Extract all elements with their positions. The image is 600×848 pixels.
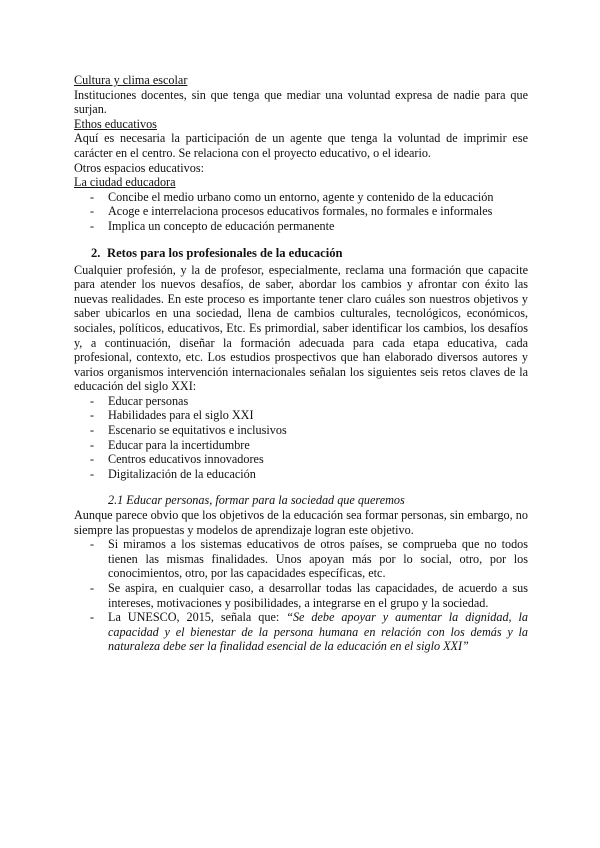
section-heading [91, 246, 528, 261]
list-item: - Acoge e interrelaciona procesos educativos formales, no formales e informales [74, 204, 528, 219]
unesco-quote: “Se debe apoyar y aumentar la dignidad, la capacidad y el bienestar de la persona humana en relación con los demás y la naturaleza debe ser la finalidad esencial de la educación en el siglo XXI” [108, 610, 529, 654]
list-item: - Centros educativos innovadores [74, 452, 528, 467]
section-title: Retos para los profesionales de la educación [107, 245, 343, 260]
list-item: - Concibe el medio urbano como un entorno, agente y contenido de la educación [74, 190, 528, 205]
list-item: - Implica un concepto de educación permanente [74, 219, 528, 234]
unesco-lead: La UNESCO, 2015, señala que: [108, 610, 287, 625]
list-item: - Habilidades para el siglo XXI [74, 408, 528, 423]
list-item: - Educar para la incertidumbre [74, 438, 528, 453]
list-item: - Se aspira, en cualquier caso, a desarrollar todas las capacidades, de acuerdo a sus intereses, motivaciones y posibilidades, a integrarse en el grupo y la sociedad. [74, 581, 528, 610]
city-heading: La ciudad educadora [74, 175, 176, 190]
other-spaces-label: Otros espacios educativos: [74, 160, 204, 175]
subsection-intro: Aunque parece obvio que los objetivos de la educación sea formar personas, sin embargo, no siempre las propuestas y modelos de aprendizaje logran este objetivo. [74, 508, 528, 537]
challenges-paragraph: Cualquier profesión, y la de profesor, especialmente, reclama una formación que capacite para atender los nuevos desafíos, de saber, abordar los cambios y afrontar con éxito las nuevas realidades. En este proceso es importante tener claro cuáles son nuestros objetivos y saber ubicarlos en una sociedad, llena de cambios culturales, tecnológicos, económicos, sociales, políticos, educativos, Etc. Es primordial, saber identificar los cambios, los desafíos y, a continuación, diseñar la formación adecuada para cada etapa educativa, cada profesional, contexto, etc. Los estudios prospectivos que han elaborado diversos autores y varios organismos intervención internacionales señalan los siguientes seis retos claves de la educación del siglo XXI: [74, 262, 528, 394]
section-number: 2. [91, 245, 101, 260]
city-list [74, 190, 528, 234]
culture-heading: Cultura y clima escolar [74, 73, 188, 87]
list-item: - Si miramos a los sistemas educativos de otros países, se comprueba que no todos tienen las mismas finalidades. Unos apoyan más por lo social, otro, por los conocimientos, otro, por las capacidades específicas, etc. [74, 537, 528, 581]
ethos-text: Aquí es necesaria la participación de un agente que tenga la voluntad de imprimir ese carácter en el centro. Se relaciona con el proyecto educativo, o el ideario. [74, 131, 528, 160]
subsection-heading: 2.1 Educar personas, formar para la sociedad que queremos [108, 493, 405, 508]
list-item [74, 610, 528, 654]
list-item: - Escenario se equitativos e inclusivos [74, 423, 528, 438]
culture-text: Instituciones docentes, sin que tenga que mediar una voluntad expresa de nadie para que surjan. [74, 87, 528, 117]
subsection-list [74, 537, 528, 654]
ethos-heading: Ethos educativos [74, 116, 157, 131]
document-content [74, 73, 528, 654]
list-item: - Digitalización de la educación [74, 467, 528, 482]
challenges-list [74, 394, 528, 482]
list-item: - Educar personas [74, 394, 528, 409]
